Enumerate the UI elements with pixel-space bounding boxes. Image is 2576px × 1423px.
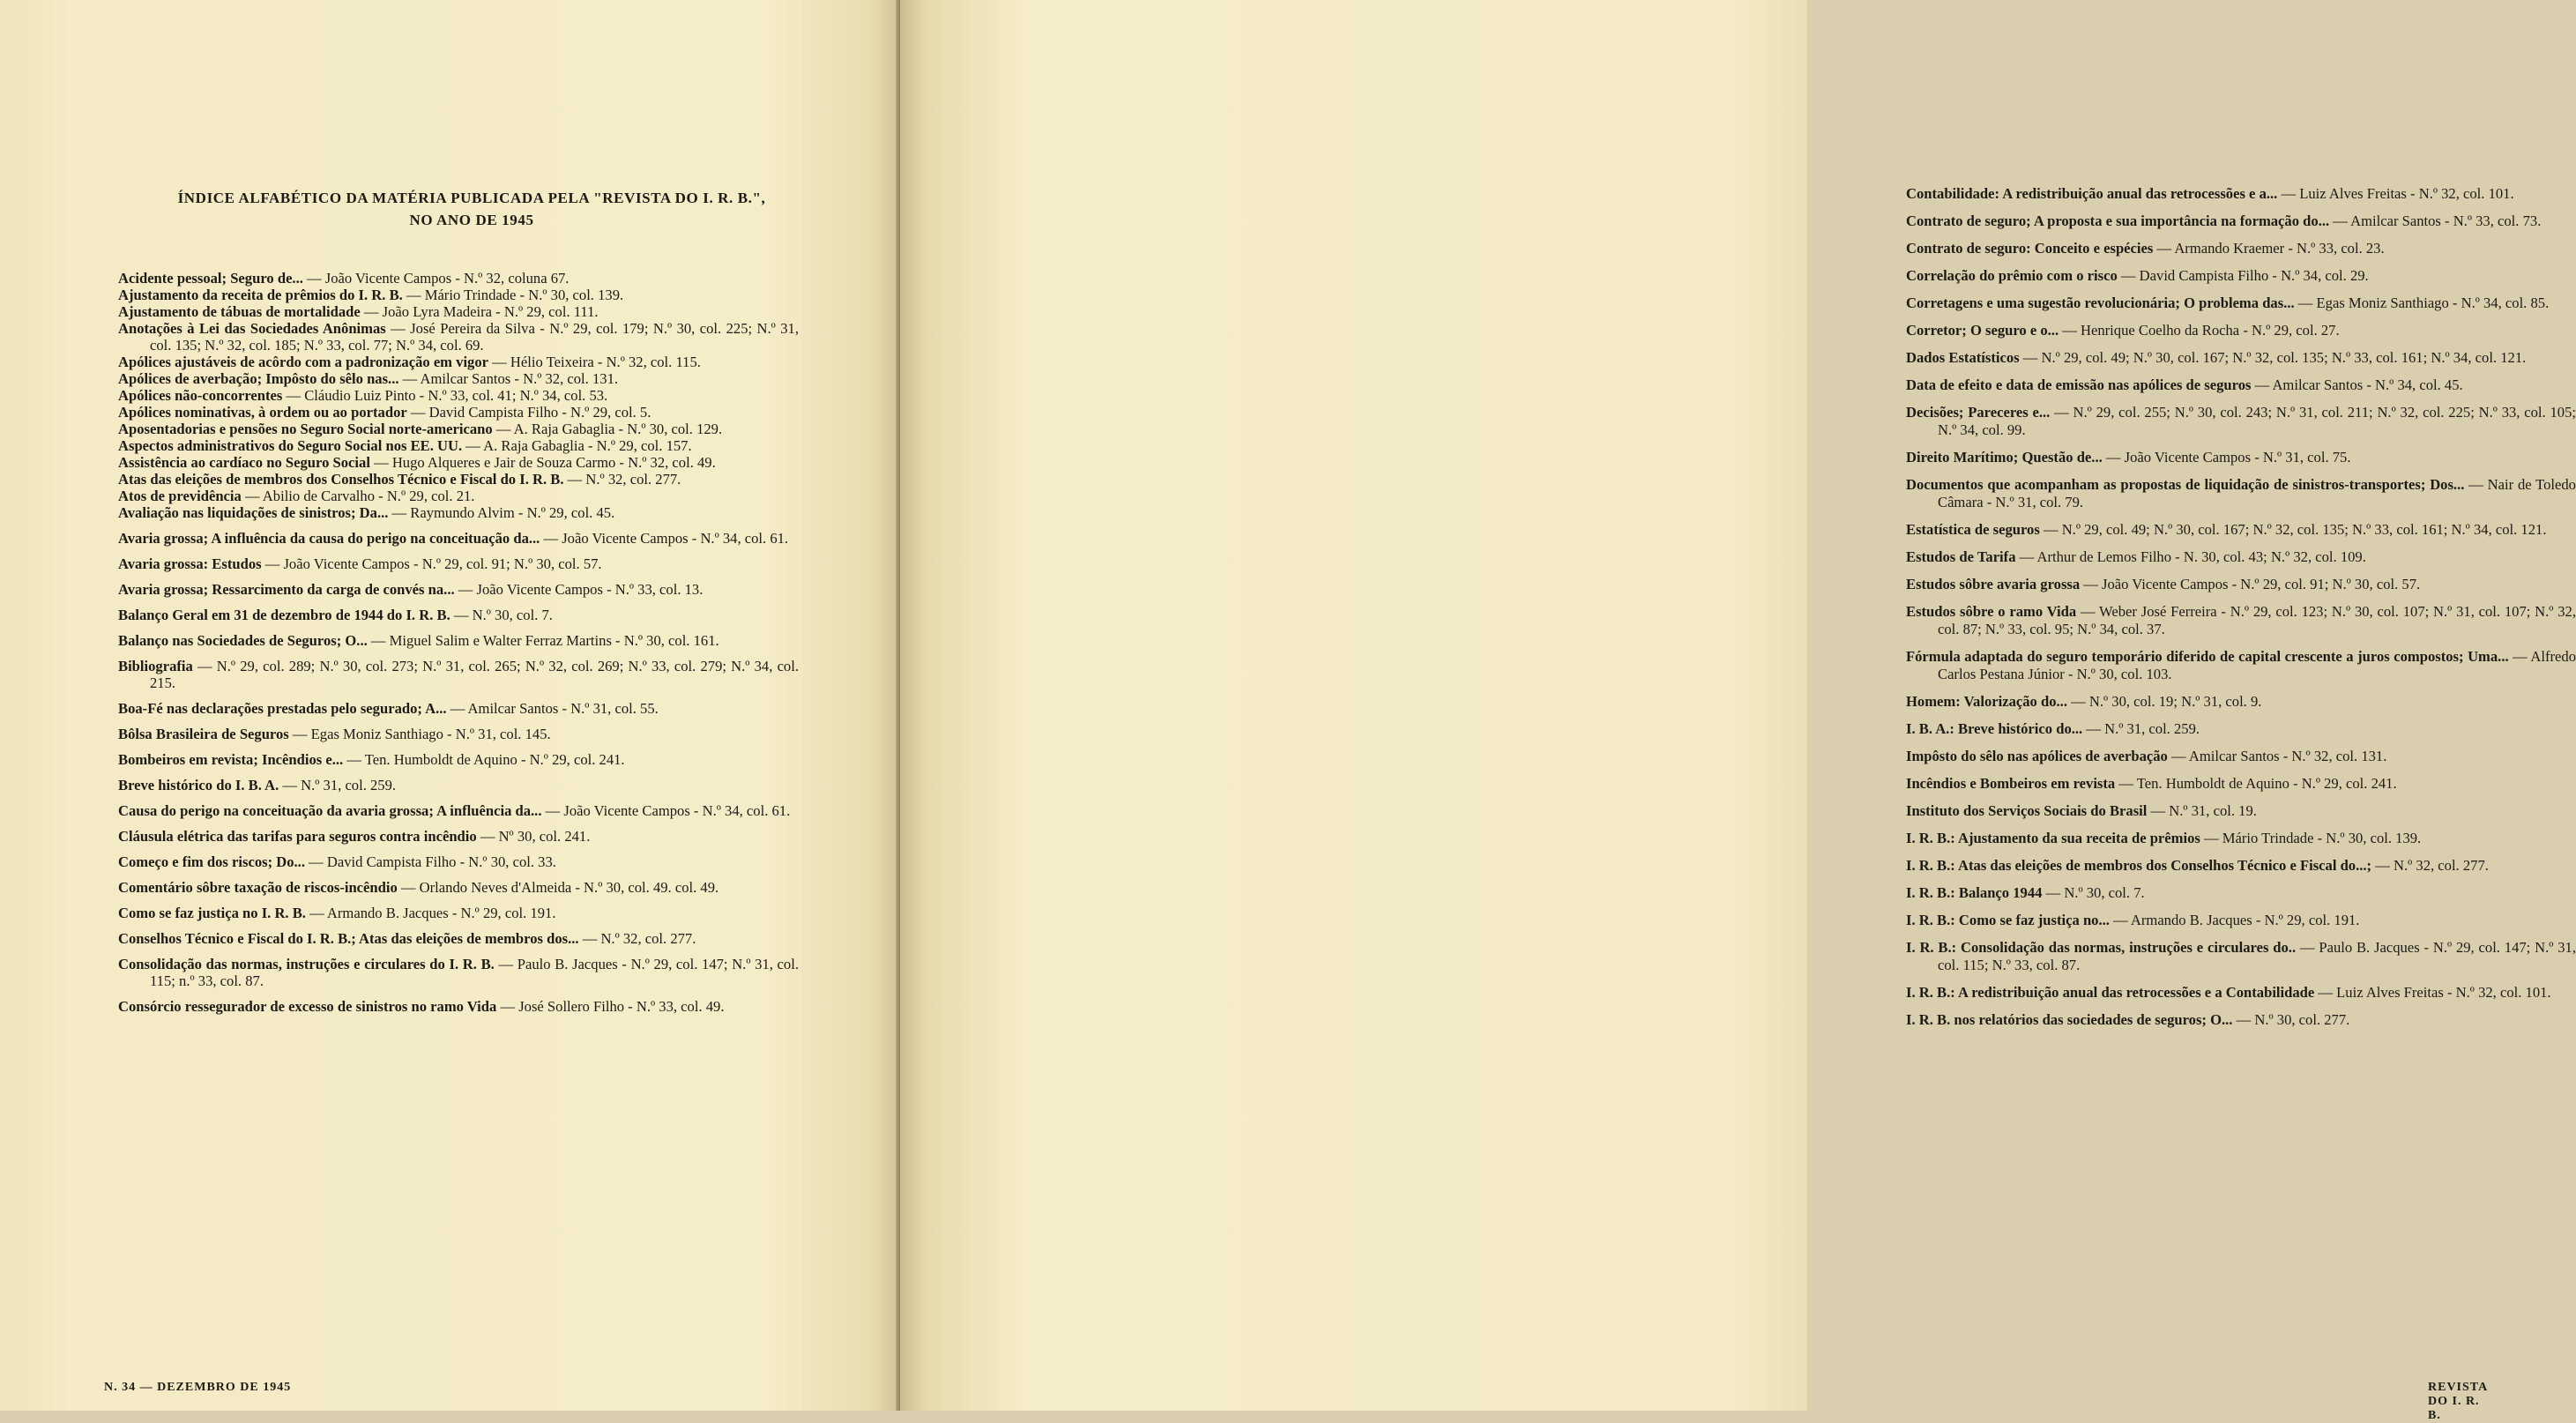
index-entry — [118, 658, 799, 691]
index-entry — [118, 828, 799, 845]
entry-subject: Avaria grossa; Ressarcimento da carga de convés na... — [118, 581, 455, 598]
entry-subject: Assistência ao cardíaco no Seguro Social — [118, 454, 370, 471]
entry-subject: Balanço nas Sociedades de Seguros; O... — [118, 632, 368, 649]
index-entry — [118, 607, 799, 623]
entry-reference: — David Campista Filho - N.º 29, col. 5. — [406, 404, 651, 421]
entry-subject: I. R. B.: Atas das eleições de membros dos Conselhos Técnico e Fiscal do...; — [1906, 857, 2372, 874]
entry-subject: Avaria grossa: Estudos — [118, 555, 262, 572]
entry-subject: Fórmula adaptada do seguro temporário diferido de capital crescente a juros compostos; Uma... — [1906, 648, 2509, 665]
entry-reference: — Orlando Neves d'Almeida - N.º 30, col. 49. col. 49. — [397, 879, 719, 896]
entry-reference: — José Sollero Filho - N.º 33, col. 49. — [496, 998, 725, 1015]
index-entry — [118, 879, 799, 896]
index-entry — [118, 581, 799, 598]
entry-reference: — Miguel Salim e Walter Ferraz Martins - N.º 30, col. 161. — [367, 632, 719, 649]
entry-reference: — Ten. Humboldt de Aquino - N.º 29, col. 241. — [343, 751, 625, 768]
index-entry — [1906, 939, 2576, 974]
entry-reference: — N.º 29, col. 255; N.º 30, col. 243; N.º 31, col. 211; N.º 32, col. 225; N.º 33, col. 105; N.º 34, col. 99. — [1938, 404, 2576, 438]
entry-subject: Ajustamento da receita de prêmios do I. R. B. — [118, 287, 403, 303]
index-entry — [118, 998, 799, 1015]
entry-subject: Avaria grossa; A influência da causa do perigo na conceituação da... — [118, 530, 540, 547]
index-entry — [118, 777, 799, 793]
entry-reference: — Armando B. Jacques - N.º 29, col. 191. — [305, 905, 556, 921]
entry-subject: I. R. B.: Como se faz justiça no... — [1906, 912, 2110, 928]
entry-subject: Cláusula elétrica das tarifas para seguros contra incêndio — [118, 828, 477, 845]
left-footer: N. 34 — DEZEMBRO DE 1945 — [104, 1381, 292, 1394]
index-entry — [1906, 449, 2576, 466]
index-entry — [1906, 212, 2576, 230]
entry-reference: — N.º 32, col. 277. — [578, 930, 696, 947]
index-entry — [1906, 548, 2576, 566]
index-entry — [1906, 476, 2576, 511]
entry-subject: Consolidação das normas, instruções e circulares do I. R. B. — [118, 956, 495, 972]
entry-reference: — N.º 30, col. 7. — [450, 607, 553, 623]
index-entry — [118, 270, 799, 287]
index-entry — [118, 421, 799, 437]
entry-subject: Corretor; O seguro e o... — [1906, 322, 2059, 339]
entry-subject: Bibliografia — [118, 658, 193, 674]
entry-reference: — Raymundo Alvim - N.º 29, col. 45. — [388, 504, 615, 521]
right-page — [900, 0, 2576, 1422]
entry-reference: — Amilcar Santos - N.º 32, col. 131. — [398, 370, 619, 387]
entry-reference: — Arthur de Lemos Filho - N. 30, col. 43; N.º 32, col. 109. — [2015, 548, 2366, 565]
index-title — [123, 187, 820, 231]
entry-subject: Começo e fim dos riscos; Do... — [118, 853, 305, 870]
entry-reference: — N.º 32, col. 277. — [563, 471, 681, 488]
entry-reference: — Paulo B. Jacques - N.º 29, col. 147; N.º 31, col. 115; n.º 33, col. 87. — [150, 956, 799, 989]
index-entry — [1906, 376, 2576, 394]
title-line-1: ÍNDICE ALFABÉTICO DA MATÉRIA PUBLICADA PELA "REVISTA DO I. R. B.", — [177, 190, 766, 206]
entry-subject: Avaliação nas liquidações de sinistros; Da... — [118, 504, 389, 521]
entry-reference: — N.º 29, col. 49; N.º 30, col. 167; N.º 32, col. 135; N.º 33, col. 161; N.º 34, col. 121. — [2019, 349, 2527, 366]
index-entry — [1906, 349, 2576, 367]
entry-subject: Atos de previdência — [118, 488, 242, 504]
index-entry — [1906, 984, 2576, 1002]
index-entry — [118, 370, 799, 387]
entry-reference: — Amilcar Santos - N.º 32, col. 131. — [2167, 748, 2387, 764]
entry-subject: Ajustamento de tábuas de mortalidade — [118, 303, 361, 320]
entry-subject: Contabilidade: A redistribuição anual das retrocessões e a... — [1906, 185, 2278, 202]
entry-reference: — José Pereira da Silva - N.º 29, col. 179; N.º 30, col. 225; N.º 31, col. 135; N.º 32, col. 185; N.º 33, col. 77; N.º 34, col. 69. — [150, 320, 799, 354]
index-entry — [118, 471, 799, 488]
entry-subject: I. R. B.: A redistribuição anual das retrocessões e a Contabilidade — [1906, 984, 2315, 1001]
index-entry — [1906, 576, 2576, 593]
entry-subject: Apólices não-concorrentes — [118, 387, 283, 404]
entry-reference: — Amilcar Santos - N.º 33, col. 73. — [2329, 212, 2542, 229]
index-entry — [118, 354, 799, 370]
title-line-2: NO ANO DE 1945 — [409, 212, 534, 228]
entry-reference: — Armando B. Jacques - N.º 29, col. 191. — [2109, 912, 2360, 928]
entry-subject: I. R. B.: Ajustamento da sua receita de prêmios — [1906, 830, 2200, 846]
entry-reference: — Nº 30, col. 241. — [476, 828, 591, 845]
entry-reference: — Cláudio Luiz Pinto - N.º 33, col. 41; N.º 34, col. 53. — [282, 387, 608, 404]
index-entry — [1906, 693, 2576, 711]
entry-reference: — Amilcar Santos - N.º 31, col. 55. — [446, 700, 659, 717]
entry-subject: Consórcio ressegurador de excesso de sinistros no ramo Vida — [118, 998, 497, 1015]
entry-reference: — Armando Kraemer - N.º 33, col. 23. — [2153, 240, 2385, 257]
entry-reference: — Paulo B. Jacques - N.º 29, col. 147; N.º 31, col. 115; N.º 33, col. 87. — [1938, 939, 2576, 973]
index-entry — [118, 530, 799, 547]
index-entry — [1906, 267, 2576, 285]
entry-reference: — N.º 29, col. 289; N.º 30, col. 273; N.º 31, col. 265; N.º 32, col. 269; N.º 33, col. 279; N.º 34, col. 215. — [150, 658, 799, 691]
entry-reference: — João Vicente Campos - N.º 34, col. 61. — [540, 530, 789, 547]
entry-reference: — Amilcar Santos - N.º 34, col. 45. — [2251, 376, 2463, 393]
index-entry — [1906, 521, 2576, 539]
index-entry — [118, 454, 799, 471]
entry-reference: — Mário Trindade - N.º 30, col. 139. — [402, 287, 624, 303]
entry-reference: — João Vicente Campos - N.º 29, col. 91; N.º 30, col. 57. — [2080, 576, 2421, 592]
entry-subject: Apólices nominativas, à ordem ou ao portador — [118, 404, 407, 421]
entry-subject: I. R. B. nos relatórios das sociedades de seguros; O... — [1906, 1011, 2233, 1028]
index-entry — [1906, 720, 2576, 738]
entry-subject: Boa-Fé nas declarações prestadas pelo segurado; A... — [118, 700, 447, 717]
entry-subject: Impôsto do sêlo nas apólices de averbação — [1906, 748, 2168, 764]
entry-subject: Apólices ajustáveis de acôrdo com a padronização em vigor — [118, 354, 489, 370]
left-index-column — [118, 270, 799, 1024]
entry-subject: Data de efeito e data de emissão nas apólices de seguros — [1906, 376, 2252, 393]
entry-reference: — N.º 32, col. 277. — [2371, 857, 2489, 874]
entry-subject: Incêndios e Bombeiros em revista — [1906, 775, 2116, 792]
entry-reference: — Hélio Teixeira - N.º 32, col. 115. — [488, 354, 701, 370]
entry-reference: — A. Raja Gabaglia - N.º 30, col. 129. — [492, 421, 723, 437]
index-entry — [1906, 404, 2576, 439]
index-entry — [118, 802, 799, 819]
entry-subject: Anotações à Lei das Sociedades Anônimas — [118, 320, 386, 337]
entry-reference: — David Campista Filho - N.º 34, col. 29. — [2117, 267, 2369, 284]
entry-subject: Aposentadorias e pensões no Seguro Social norte-americano — [118, 421, 493, 437]
entry-subject: Estatística de seguros — [1906, 521, 2040, 538]
entry-subject: Breve histórico do I. B. A. — [118, 777, 279, 793]
entry-reference: — N.º 31, col. 259. — [279, 777, 397, 793]
entry-reference: — A. Raja Gabaglia - N.º 29, col. 157. — [462, 437, 692, 454]
entry-subject: I. R. B.: Consolidação das normas, instruções e circulares do.. — [1906, 939, 2297, 956]
index-entry — [118, 404, 799, 421]
entry-subject: Homem: Valorização do... — [1906, 693, 2067, 710]
index-entry — [1906, 185, 2576, 203]
entry-subject: Direito Marítimo; Questão de... — [1906, 449, 2103, 466]
entry-reference: — João Vicente Campos - N.º 29, col. 91; N.º 30, col. 57. — [261, 555, 602, 572]
entry-subject: Comentário sôbre taxação de riscos-incêndio — [118, 879, 398, 896]
index-entry — [1906, 648, 2576, 683]
entry-reference: — Alfredo Carlos Pestana Júnior - N.º 30, col. 103. — [1938, 648, 2576, 682]
entry-reference: — N.º 31, col. 259. — [2082, 720, 2200, 737]
entry-subject: I. R. B.: Balanço 1944 — [1906, 884, 2043, 901]
index-entry — [118, 303, 799, 320]
index-entry — [118, 504, 799, 521]
entry-subject: Decisões; Pareceres e... — [1906, 404, 2051, 421]
index-entry — [1906, 830, 2576, 847]
index-entry — [118, 632, 799, 649]
entry-subject: Correlação do prêmio com o risco — [1906, 267, 2118, 284]
entry-reference: — Mário Trindade - N.º 30, col. 139. — [2200, 830, 2422, 846]
index-entry — [118, 751, 799, 768]
entry-reference: — N.º 29, col. 49; N.º 30, col. 167; N.º 32, col. 135; N.º 33, col. 161; N.º 34, col. 121. — [2039, 521, 2547, 538]
entry-subject: Causa do perigo na conceituação da avaria grossa; A influência da... — [118, 802, 542, 819]
index-entry — [1906, 748, 2576, 765]
entry-reference: — N.º 30, col. 19; N.º 31, col. 9. — [2066, 693, 2262, 710]
entry-reference: — N.º 30, col. 7. — [2042, 884, 2145, 901]
entry-subject: Como se faz justiça no I. R. B. — [118, 905, 306, 921]
index-entry — [118, 726, 799, 742]
index-entry — [118, 905, 799, 921]
entry-reference: — Egas Moniz Santhiago - N.º 34, col. 85. — [2294, 294, 2550, 311]
index-entry — [1906, 802, 2576, 820]
entry-reference: — Nair de Toledo Câmara - N.º 31, col. 79. — [1938, 476, 2576, 510]
index-entry — [118, 387, 799, 404]
entry-reference: — Abilio de Carvalho - N.º 29, col. 21. — [241, 488, 475, 504]
entry-reference: — Weber José Ferreira - N.º 29, col. 123; N.º 30, col. 107; N.º 31, col. 107; N.º 32, col. 87; N.º 33, col. 95; N.º 34, col. 37. — [1938, 603, 2576, 637]
entry-reference: — João Lyra Madeira - N.º 29, col. 111. — [360, 303, 599, 320]
entry-subject: Balanço Geral em 31 de dezembro de 1944 do I. R. B. — [118, 607, 450, 623]
index-entry — [118, 700, 799, 717]
entry-reference: — Ten. Humboldt de Aquino - N.º 29, col. 241. — [2115, 775, 2397, 792]
index-entry — [1906, 857, 2576, 875]
entry-subject: Dados Estatísticos — [1906, 349, 2020, 366]
entry-reference: — Henrique Coelho da Rocha - N.º 29, col. 27. — [2059, 322, 2340, 339]
entry-subject: Acidente pessoal; Seguro de... — [118, 270, 303, 287]
entry-reference: — N.º 30, col. 277. — [2232, 1011, 2350, 1028]
index-entry — [118, 287, 799, 303]
entry-subject: Estudos sôbre avaria grossa — [1906, 576, 2081, 592]
entry-reference: — João Vicente Campos - N.º 31, col. 75. — [2102, 449, 2351, 466]
index-entry — [1906, 603, 2576, 638]
entry-subject: Bombeiros em revista; Incêndios e... — [118, 751, 344, 768]
entry-subject: Estudos de Tarifa — [1906, 548, 2016, 565]
right-index-column — [1906, 185, 2576, 1039]
index-entry — [1906, 240, 2576, 257]
entry-subject: Apólices de averbação; Impôsto do sêlo nas... — [118, 370, 399, 387]
index-entry — [1906, 322, 2576, 339]
entry-reference: — João Vicente Campos - N.º 34, col. 61. — [541, 802, 791, 819]
entry-reference: — João Vicente Campos - N.º 32, coluna 67. — [302, 270, 570, 287]
entry-reference: — João Vicente Campos - N.º 33, col. 13. — [454, 581, 704, 598]
index-entry — [118, 853, 799, 870]
entry-reference: — Egas Moniz Santhiago - N.º 31, col. 145. — [288, 726, 551, 742]
entry-subject: Estudos sôbre o ramo Vida — [1906, 603, 2077, 620]
entry-subject: Contrato de seguro: Conceito e espécies — [1906, 240, 2154, 257]
index-entry — [1906, 912, 2576, 929]
index-entry — [118, 555, 799, 572]
entry-subject: Documentos que acompanham as propostas de liquidação de sinistros-transportes; Dos... — [1906, 476, 2465, 493]
right-footer: REVISTA DO I. R. B. — [2428, 1381, 2488, 1422]
entry-subject: Instituto dos Serviços Sociais do Brasil — [1906, 802, 2148, 819]
entry-reference: — Luiz Alves Freitas - N.º 32, col. 101. — [2314, 984, 2551, 1001]
entry-reference: — Luiz Alves Freitas - N.º 32, col. 101. — [2277, 185, 2514, 202]
entry-subject: I. B. A.: Breve histórico do... — [1906, 720, 2083, 737]
index-entry — [118, 437, 799, 454]
entry-reference: — David Campista Filho - N.º 30, col. 33. — [304, 853, 556, 870]
entry-reference: — N.º 31, col. 19. — [2147, 802, 2257, 819]
entry-subject: Bôlsa Brasileira de Seguros — [118, 726, 289, 742]
entry-subject: Contrato de seguro; A proposta e sua importância na formação do... — [1906, 212, 2330, 229]
index-entry — [118, 930, 799, 947]
left-page — [0, 0, 900, 1411]
entry-subject: Aspectos administrativos do Seguro Social nos EE. UU. — [118, 437, 463, 454]
index-entry — [118, 956, 799, 989]
index-entry — [1906, 1011, 2576, 1029]
index-entry — [1906, 775, 2576, 793]
index-entry — [1906, 294, 2576, 312]
entry-reference: — Hugo Alqueres e Jair de Souza Carmo - N.º 32, col. 49. — [369, 454, 716, 471]
index-entry — [118, 320, 799, 354]
entry-subject: Conselhos Técnico e Fiscal do I. R. B.; Atas das eleições de membros dos... — [118, 930, 579, 947]
index-entry — [1906, 884, 2576, 902]
entry-subject: Corretagens e uma sugestão revolucionária; O problema das... — [1906, 294, 2295, 311]
entry-subject: Atas das eleições de membros dos Conselhos Técnico e Fiscal do I. R. B. — [118, 471, 564, 488]
index-entry — [118, 488, 799, 504]
